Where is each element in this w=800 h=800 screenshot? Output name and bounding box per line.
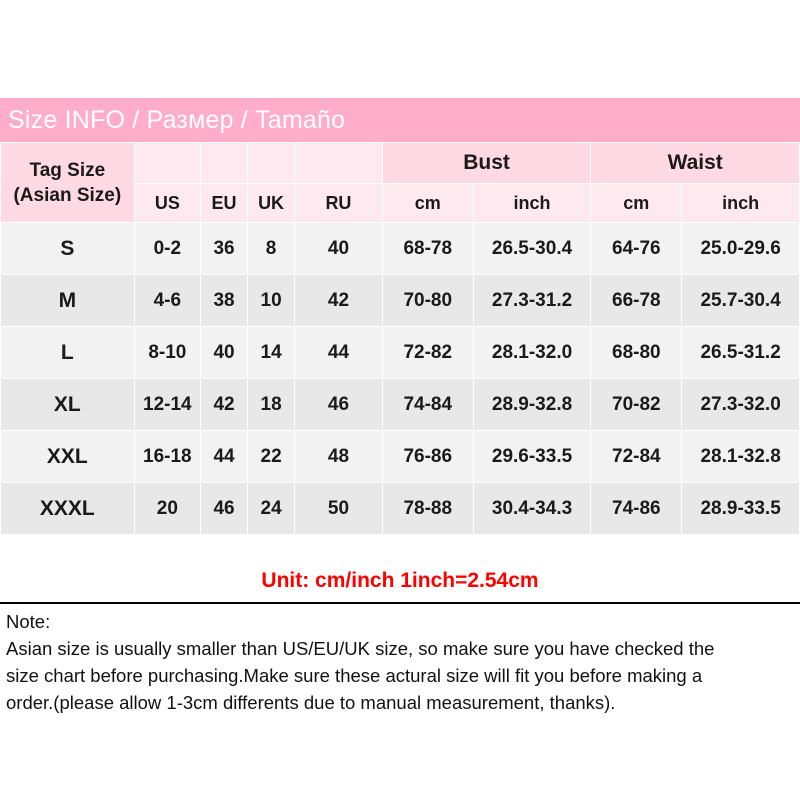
header-spacer-eu (201, 143, 248, 184)
cell-ru: 44 (295, 327, 383, 379)
table-header-row-groups (1, 143, 800, 184)
cell-uk: 22 (248, 431, 295, 483)
cell-bust-inch: 26.5-30.4 (473, 223, 591, 275)
cell-eu: 38 (201, 275, 248, 327)
cell-uk: 18 (248, 379, 295, 431)
page-title: Size INFO / Размер / Tamaño (8, 106, 346, 134)
header-waist-cm: cm (591, 184, 682, 223)
table-row (1, 483, 800, 535)
cell-ru: 48 (295, 431, 383, 483)
unit-note: Unit: cm/inch 1inch=2.54cm (261, 569, 539, 592)
table-body (1, 223, 800, 535)
cell-bust-cm: 68-78 (382, 223, 473, 275)
note-line-3: order.(please allow 1-3cm differents due to manual measurement, thanks). (6, 692, 616, 713)
cell-uk: 14 (248, 327, 295, 379)
header-eu: EU (201, 184, 248, 223)
header-spacer-uk (248, 143, 295, 184)
cell-waist-cm: 68-80 (591, 327, 682, 379)
cell-bust-cm: 70-80 (382, 275, 473, 327)
header-uk: UK (248, 184, 295, 223)
cell-bust-inch: 29.6-33.5 (473, 431, 591, 483)
cell-eu: 46 (201, 483, 248, 535)
cell-waist-cm: 74-86 (591, 483, 682, 535)
cell-bust-inch: 28.9-32.8 (473, 379, 591, 431)
cell-waist-cm: 64-76 (591, 223, 682, 275)
table-row (1, 223, 800, 275)
cell-tag: XXL (1, 431, 135, 483)
cell-us: 4-6 (134, 275, 200, 327)
note-divider (0, 602, 800, 604)
cell-tag: M (1, 275, 135, 327)
table-header (1, 143, 800, 223)
cell-waist-cm: 70-82 (591, 379, 682, 431)
cell-uk: 24 (248, 483, 295, 535)
cell-waist-inch: 26.5-31.2 (682, 327, 800, 379)
cell-bust-cm: 74-84 (382, 379, 473, 431)
cell-bust-inch: 28.1-32.0 (473, 327, 591, 379)
cell-eu: 44 (201, 431, 248, 483)
cell-us: 8-10 (134, 327, 200, 379)
table-row (1, 275, 800, 327)
header-us: US (134, 184, 200, 223)
cell-tag: XL (1, 379, 135, 431)
table-row (1, 379, 800, 431)
header-waist-inch: inch (682, 184, 800, 223)
note-line-2: size chart before purchasing.Make sure these actural size will fit you before making a (6, 665, 703, 686)
size-table (0, 142, 800, 535)
note-block (6, 608, 796, 716)
header-bust-cm: cm (382, 184, 473, 223)
header-group-waist: Waist (591, 143, 800, 184)
cell-bust-inch: 30.4-34.3 (473, 483, 591, 535)
note-title: Note: (6, 611, 51, 632)
header-group-bust: Bust (382, 143, 591, 184)
cell-us: 16-18 (134, 431, 200, 483)
cell-waist-inch: 25.0-29.6 (682, 223, 800, 275)
cell-tag: S (1, 223, 135, 275)
cell-waist-inch: 28.9-33.5 (682, 483, 800, 535)
cell-tag: L (1, 327, 135, 379)
cell-waist-inch: 25.7-30.4 (682, 275, 800, 327)
cell-eu: 42 (201, 379, 248, 431)
cell-ru: 46 (295, 379, 383, 431)
cell-waist-cm: 72-84 (591, 431, 682, 483)
cell-ru: 50 (295, 483, 383, 535)
cell-us: 12-14 (134, 379, 200, 431)
cell-bust-inch: 27.3-31.2 (473, 275, 591, 327)
cell-bust-cm: 72-82 (382, 327, 473, 379)
cell-uk: 8 (248, 223, 295, 275)
cell-eu: 40 (201, 327, 248, 379)
header-ru: RU (295, 184, 383, 223)
cell-waist-inch: 28.1-32.8 (682, 431, 800, 483)
cell-waist-cm: 66-78 (591, 275, 682, 327)
header-spacer-ru (295, 143, 383, 184)
cell-bust-cm: 76-86 (382, 431, 473, 483)
table-row (1, 431, 800, 483)
size-table-container (0, 142, 800, 535)
header-spacer-us (134, 143, 200, 184)
cell-ru: 40 (295, 223, 383, 275)
note-line-1: Asian size is usually smaller than US/EU/UK size, so make sure you have checked the (6, 638, 715, 659)
cell-tag: XXXL (1, 483, 135, 535)
cell-us: 0-2 (134, 223, 200, 275)
header-bust-inch: inch (473, 184, 591, 223)
cell-ru: 42 (295, 275, 383, 327)
header-tag-size: Tag Size (Asian Size) (1, 143, 135, 223)
table-row (1, 327, 800, 379)
cell-waist-inch: 27.3-32.0 (682, 379, 800, 431)
cell-bust-cm: 78-88 (382, 483, 473, 535)
cell-eu: 36 (201, 223, 248, 275)
cell-uk: 10 (248, 275, 295, 327)
cell-us: 20 (134, 483, 200, 535)
